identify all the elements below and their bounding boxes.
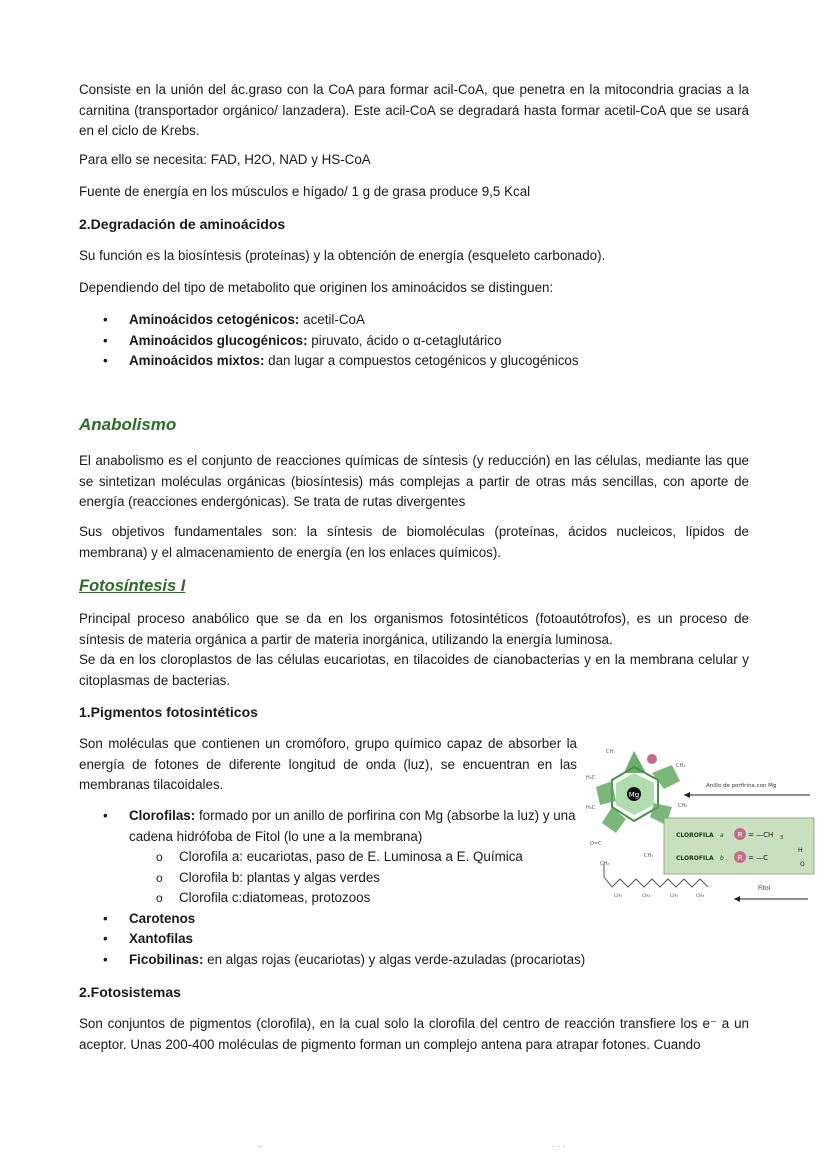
bullet-icon: • — [103, 808, 108, 823]
item-term: Clorofilas: — [129, 808, 196, 823]
chain-labels — [614, 893, 705, 899]
list-item — [79, 950, 749, 971]
list-item — [79, 331, 749, 352]
anabolismo-paragraph-2: Sus objetivos fundamentales son: la síntesis de biomoléculas (proteínas, ácidos nucleicos, lípidos de membrana) y el almacenamiento de energía (en los enlaces químicos). — [79, 524, 749, 560]
sublist-item — [129, 847, 579, 868]
r-letter: R — [737, 831, 743, 839]
group-b: = —C — [748, 854, 768, 862]
bullet-icon: • — [103, 332, 108, 348]
item-term: Carotenos — [129, 910, 196, 926]
svg-text:H₃C: H₃C — [586, 805, 596, 811]
chlorophyll-structure-figure — [584, 745, 816, 917]
anabolismo-paragraph-1: El anabolismo es el conjunto de reacciones químicas de síntesis (y reducción) en las células, mediante las que se sintetizan moléculas orgánicas (biosíntesis) más complejas a partir de otras más sencillas, con aporte de energía (reacciones endergónicas). Se trata de rutas divergentes — [79, 453, 749, 509]
list-item — [79, 909, 579, 930]
chlorophyll-diagram — [584, 745, 816, 917]
aminoacid-list — [79, 310, 749, 372]
requirements-paragraph: Para ello se necesita: FAD, H2O, NAD y HS-CoA — [79, 152, 371, 167]
clorofila-b-label: CLOROFILA — [676, 855, 714, 862]
svg-text:CH₃: CH₃ — [696, 894, 705, 899]
anillo-label: Anillo de porfirina con Mg — [706, 783, 777, 789]
list-item — [79, 310, 749, 331]
clorofila-a-letter: a — [720, 832, 724, 839]
svg-text:O=C: O=C — [590, 841, 602, 847]
svg-text:CH₂: CH₂ — [600, 861, 610, 867]
item-desc: acetil-CoA — [299, 312, 365, 327]
group-b-o: O — [800, 861, 805, 868]
pigment-list — [79, 806, 579, 950]
sub-item-text: Clorofila c:diatomeas, protozoos — [179, 890, 371, 905]
sub-item-text: Clorofila b: plantas y algas verdes — [179, 869, 380, 885]
footer-mark-right: · · · — [552, 1141, 566, 1151]
item-term: Aminoácidos mixtos: — [129, 353, 265, 368]
clorofila-a-label: CLOROFILA — [676, 832, 714, 839]
item-desc: piruvato, ácido o α-cetaglutárico — [307, 332, 502, 348]
bullet-icon: • — [103, 353, 108, 368]
arrow-head-icon — [734, 896, 740, 902]
item-desc: en algas rojas (eucariotas) y algas verde-azuladas (procariotas) — [203, 952, 586, 967]
circle-bullet-icon: o — [156, 870, 163, 885]
footer-mark-left: - — [258, 1141, 261, 1151]
svg-text:CH: CH — [606, 749, 614, 755]
sub-item-text: Clorofila a: eucariotas, paso de E. Luminosa a E. Química — [179, 849, 523, 864]
item-term: Aminoácidos cetogénicos: — [129, 312, 300, 327]
list-item — [79, 351, 749, 372]
fitol-label: Fitol — [758, 885, 771, 892]
bullet-icon: • — [103, 312, 108, 327]
svg-text:H₃C: H₃C — [586, 775, 596, 781]
arrow-head-icon — [684, 792, 690, 798]
item-desc: formado por un anillo de porfirina con Mg (absorbe la luz) y una cadena hidrófoba de Fitol (lo une a la membrana) — [129, 808, 576, 844]
group-a-sub: 3 — [780, 835, 784, 841]
group-a: = —CH — [748, 831, 774, 839]
bullet-icon: • — [103, 931, 108, 946]
bullet-icon: • — [103, 952, 108, 967]
fotosistemas-paragraph: Son conjuntos de pigmentos (clorofila), en la cual solo la clorofila del centro de reacción transfiere los e⁻ a un aceptor. Unas 200-400 moléculas de pigmento forman un complejo antena para atrapar fotones. Cuando — [79, 1016, 749, 1052]
sublist-item — [129, 888, 579, 909]
item-term: Xantofilas — [129, 931, 193, 946]
aminoacid-function-paragraph: Su función es la biosíntesis (proteínas) y la obtención de energía (esqueleto carbonado). — [79, 248, 606, 263]
svg-text:CH₃: CH₃ — [644, 853, 654, 859]
circle-bullet-icon: o — [156, 850, 163, 864]
list-item — [79, 929, 579, 950]
clorofila-sublist — [129, 847, 579, 909]
item-desc: dan lugar a compuestos cetogénicos y glucogénicos — [264, 353, 579, 368]
pigment-list-continued — [79, 950, 749, 971]
sublist-item — [129, 868, 579, 889]
mg-label: Mg — [628, 791, 640, 799]
fotosintesis-paragraph-1: Principal proceso anabólico que se da en los organismos fotosintéticos (fotoautótrofos), es un proceso de síntesis de materia orgánica a partir de materia inorgánica, utilizando la energía luminosa. — [79, 611, 749, 647]
r-group-circle — [647, 754, 657, 764]
svg-text:CH₃: CH₃ — [614, 894, 623, 899]
energy-paragraph: Fuente de energía en los músculos e hígado/ 1 g de grasa produce 9,5 Kcal — [79, 184, 531, 199]
pigmentos-paragraph: Son moléculas que contienen un cromóforo, grupo químico capaz de absorber la energía de fotones de diferente longitud de onda (luz), se encuentran en las membranas tilacoidales. — [79, 736, 577, 792]
anabolismo-title: Anabolismo — [79, 415, 177, 434]
r-letter: R — [737, 854, 743, 862]
bullet-icon: • — [103, 910, 108, 926]
pigmentos-heading: 1.Pigmentos fotosintéticos — [79, 704, 258, 720]
group-b-h: H — [798, 847, 803, 854]
aminoacid-heading: 2.Degradación de aminoácidos — [79, 216, 286, 232]
fotosintesis-title: Fotosíntesis I — [79, 577, 186, 595]
clorofila-box — [664, 818, 814, 874]
circle-bullet-icon: o — [156, 891, 163, 905]
aminoacid-types-paragraph: Dependiendo del tipo de metabolito que originen los aminoácidos se distinguen: — [79, 280, 554, 295]
item-term: Ficobilinas: — [129, 952, 204, 967]
intro-paragraph: Consiste en la unión del ác.graso con la CoA para formar acil-CoA, que penetra en la mitocondria gracias a la carnitina (transportador orgánico/ lanzadera). Este acil-CoA se degradará hasta formar acetil-CoA que se usará en el ciclo de Krebs. — [79, 82, 749, 138]
list-item — [79, 806, 579, 909]
svg-text:CH₃: CH₃ — [676, 763, 686, 769]
svg-text:CH₃: CH₃ — [678, 803, 688, 809]
svg-text:CH₃: CH₃ — [670, 894, 679, 899]
clorofila-b-letter: b — [720, 855, 724, 862]
item-term: Aminoácidos glucogénicos: — [129, 332, 308, 348]
fotosistemas-heading: 2.Fotosistemas — [79, 984, 181, 1000]
svg-text:CH₃: CH₃ — [642, 894, 651, 899]
fotosintesis-paragraph-2: Se da en los cloroplastos de las células eucariotas, en tilacoides de cianobacterias y en la membrana celular y citoplasmas de bacterias. — [79, 652, 749, 688]
